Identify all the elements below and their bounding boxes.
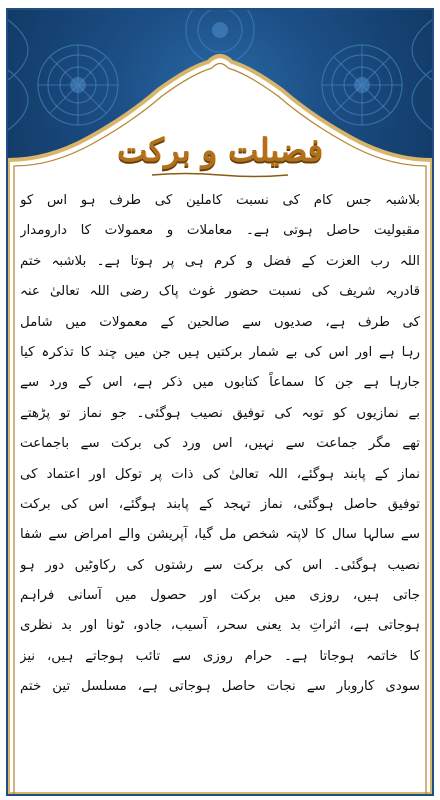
page-title: فضیلت و برکت — [117, 131, 323, 169]
text-line: مقبولیت حاصل ہوتی ہے۔ معاملات و معمولات کا دارومدار — [20, 223, 420, 239]
text-line: بے نمازیوں کو توبہ کی توفیق نصیب ہوگئی۔ جو نماز تو پڑھتے — [20, 405, 420, 421]
text-line: نماز کے پابند ہوگئے، اللہ تعالیٰ کی ذات پر توکل اور اعتماد کی — [20, 466, 420, 482]
text-line: تھے مگر جماعت سے نہیں، اس ورد کی برکت سے باجماعت — [20, 436, 420, 452]
text-line: جاتی ہیں، روزی میں برکت اور حصول میں آسانی فراہم — [20, 588, 420, 604]
text-line: کا خاتمہ ہوجاتا ہے۔ حرام روزی سے تائب ہوجاتے ہیں، نیز — [20, 648, 420, 664]
text-line: اللہ رب العزت کے فضل و کرم ہی پر ہوتا ہے۔ بلاشبہ ختم — [20, 253, 420, 269]
text-line: ہوجاتی ہے، اثراتِ بد یعنی سحر، آسیب، جادو، ٹونا اور بد نظری — [20, 618, 420, 634]
text-line: توفیق حاصل ہوگئی، نماز تہجد کے پابند ہوگئے، اس کی برکت — [20, 496, 420, 512]
text-line: جارہا ہے جن کا سماعاً کتابوں میں ذکر ہے، اس کے ورد سے — [20, 375, 420, 391]
text-line: نصیب ہوگئی۔ اس کی برکت سے رشتوں کی رکاوٹیں دور ہو — [20, 557, 420, 573]
text-line: سے سالہا سال کا لاپتہ شخص مل گیا، آپریشن والے امراض سے شفا — [20, 527, 420, 543]
top-band — [0, 0, 440, 8]
article-body — [20, 186, 420, 794]
text-line: قادریہ شریف کی نسبت حضور غوث پاک رضی اللہ تعالیٰ عنہ — [20, 284, 420, 300]
text-line: رہا ہے اور اس کی بے شمار برکتیں ہیں جن میں چند کا تذکرہ کیا — [20, 344, 420, 360]
text-line: کی طرف ہے، صدیوں سے صالحین کے معمولات میں شامل — [20, 314, 420, 330]
title-flourish — [150, 172, 290, 178]
text-line: سودی کاروبار سے نجات حاصل ہوجاتی ہے، مسلسل تین ختم — [20, 679, 420, 695]
text-line: بلاشبہ جس کام کی نسبت کاملین کی طرف ہو اس کو — [20, 193, 420, 208]
